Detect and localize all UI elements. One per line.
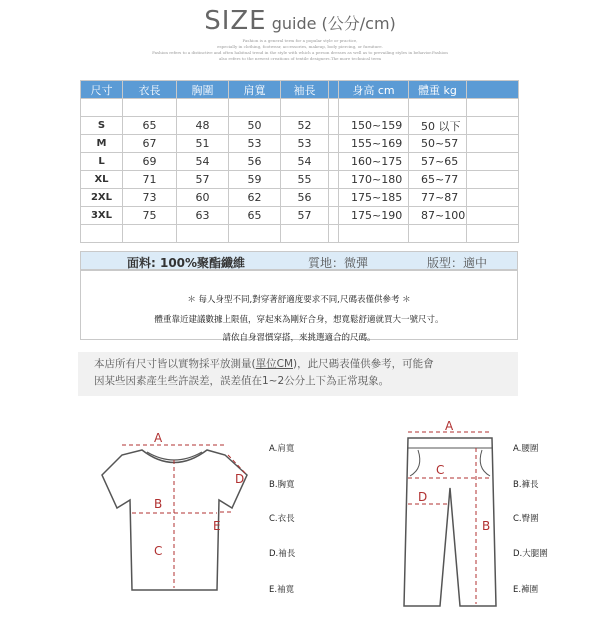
fit-label: 版型：適中: [427, 256, 488, 270]
table-cell: [467, 135, 519, 153]
table-cell: 65~77: [409, 171, 467, 189]
shirt-legend-c: C.衣長: [269, 514, 295, 524]
table-cell: [329, 117, 339, 135]
table-cell: [339, 99, 409, 117]
fine-line: Fashion is a general term for a popular style or practice,: [242, 38, 358, 43]
pants-legend-b: B.褲長: [513, 480, 539, 490]
disclaimer-line-2: 因某些因素產生些許誤差，誤差值在1~2公分上下為正常現象。: [94, 375, 390, 387]
table-cell: [467, 99, 519, 117]
pants-letter-c: C: [436, 463, 445, 477]
table-cell: 3XL: [81, 207, 123, 225]
table-cell: 52: [281, 117, 329, 135]
table-cell: 77~87: [409, 189, 467, 207]
table-cell: 48: [177, 117, 229, 135]
table-cell: [329, 99, 339, 117]
table-cell: [123, 99, 177, 117]
table-cell: S: [81, 117, 123, 135]
table-cell: L: [81, 153, 123, 171]
table-cell: [467, 153, 519, 171]
table-row: [81, 153, 519, 171]
table-cell: [177, 225, 229, 243]
fabric-label: 面料: 100%聚酯纖維: [127, 256, 246, 270]
table-header-cell: [467, 81, 519, 99]
table-cell: [467, 225, 519, 243]
table-body: [81, 99, 519, 243]
table-cell: 65: [229, 207, 281, 225]
table-cell: 57: [177, 171, 229, 189]
size-table-container: [80, 80, 518, 243]
table-cell: 57: [281, 207, 329, 225]
shirt-letter-a: A: [154, 431, 163, 445]
fine-line: especially in clothing, footwear, accessories, makeup, body piercing, or furniture.: [217, 44, 383, 49]
table-cell: [229, 99, 281, 117]
shirt-legend-a: A.肩寬: [269, 444, 295, 454]
note-line: 體重靠近建議數據上限值，穿起來為剛好合身，想寬鬆舒適就買大一號尺寸。: [154, 315, 444, 325]
table-header-cell: 胸圍: [177, 81, 229, 99]
table-cell: [81, 225, 123, 243]
table-cell: [329, 171, 339, 189]
table-row: [81, 225, 519, 243]
table-header-row: [81, 81, 519, 99]
disclaimer-text: )，此尺碼表僅供參考，可能會: [293, 358, 434, 370]
table-cell: [329, 225, 339, 243]
table-cell: 55: [281, 171, 329, 189]
pants-letter-d: D: [418, 490, 428, 504]
table-cell: 2XL: [81, 189, 123, 207]
table-cell: [329, 207, 339, 225]
disclaimer-unit: 單位CM: [255, 358, 294, 370]
fabric-row: [80, 251, 518, 270]
table-cell: 59: [229, 171, 281, 189]
pants-legend-e: E.褲圍: [513, 585, 539, 595]
shirt-letter-d: D: [235, 472, 245, 486]
pants-diagram: [400, 418, 500, 613]
title-size: SIZE: [204, 6, 267, 36]
table-cell: 53: [229, 135, 281, 153]
pants-letter-b: B: [482, 519, 491, 533]
size-table: [80, 80, 519, 243]
fine-line: also refers to the newest creations of textile designers.The more technical term: [219, 56, 381, 61]
table-cell: 56: [281, 189, 329, 207]
table-header-cell: [329, 81, 339, 99]
table-row: [81, 171, 519, 189]
table-cell: 75: [123, 207, 177, 225]
table-header-cell: 衣長: [123, 81, 177, 99]
table-header-cell: 體重 kg: [409, 81, 467, 99]
table-cell: [329, 135, 339, 153]
table-header-cell: 尺寸: [81, 81, 123, 99]
table-cell: [177, 99, 229, 117]
table-cell: 50 以下: [409, 117, 467, 135]
table-cell: 56: [229, 153, 281, 171]
table-cell: 63: [177, 207, 229, 225]
shirt-legend-b: B.胸寬: [269, 480, 295, 490]
fine-line: Fashion refers to a distinctive and often habitual trend in the style with which a person dresses as well as to prevailing styles in behavior.Fashion: [152, 50, 448, 55]
table-cell: 73: [123, 189, 177, 207]
page-title: [0, 6, 600, 36]
table-cell: 175~185: [339, 189, 409, 207]
table-cell: [281, 225, 329, 243]
table-cell: 50: [229, 117, 281, 135]
table-cell: M: [81, 135, 123, 153]
table-cell: [81, 99, 123, 117]
table-cell: [409, 99, 467, 117]
table-cell: XL: [81, 171, 123, 189]
note-line: ＊ 每人身型不同,對穿著舒適度要求不同,尺碼表僅供參考 ＊: [187, 295, 411, 305]
table-row: [81, 189, 519, 207]
shirt-legend-d: D.袖長: [269, 549, 296, 559]
pants-letter-a: A: [445, 419, 454, 433]
table-cell: 150~159: [339, 117, 409, 135]
table-cell: [329, 189, 339, 207]
table-cell: 71: [123, 171, 177, 189]
table-cell: 54: [177, 153, 229, 171]
table-cell: [467, 171, 519, 189]
notes-box: [80, 270, 518, 343]
table-cell: 65: [123, 117, 177, 135]
table-cell: [123, 225, 177, 243]
measurement-disclaimer: [78, 352, 518, 396]
table-cell: 54: [281, 153, 329, 171]
note-line: 請依自身習慣穿搭，來挑選適合的尺碼。: [222, 333, 376, 343]
table-cell: [339, 225, 409, 243]
table-row: [81, 135, 519, 153]
table-cell: 50~57: [409, 135, 467, 153]
disclaimer-line-1: [94, 356, 502, 373]
shirt-legend-e: E.袖寬: [269, 585, 295, 595]
pants-legend-c: C.臀圍: [513, 514, 539, 524]
table-header-cell: 袖長: [281, 81, 329, 99]
table-cell: 67: [123, 135, 177, 153]
table-cell: [467, 189, 519, 207]
table-cell: 53: [281, 135, 329, 153]
table-cell: [467, 117, 519, 135]
table-cell: 170~180: [339, 171, 409, 189]
table-cell: 51: [177, 135, 229, 153]
pants-legend-d: D.大腿圍: [513, 549, 548, 559]
table-cell: 57~65: [409, 153, 467, 171]
table-header-cell: 肩寬: [229, 81, 281, 99]
table-cell: 155~169: [339, 135, 409, 153]
shirt-letter-b: B: [154, 497, 163, 511]
table-cell: 160~175: [339, 153, 409, 171]
table-cell: 60: [177, 189, 229, 207]
table-cell: 175~190: [339, 207, 409, 225]
shirt-letter-e: E: [213, 519, 221, 533]
table-cell: [229, 225, 281, 243]
disclaimer-text: 本店所有尺寸皆以實物採平放測量(: [94, 358, 256, 370]
table-row: [81, 99, 519, 117]
pants-legend-a: A.腰圍: [513, 444, 539, 454]
table-cell: [467, 207, 519, 225]
title-guide: guide (公分/cm): [271, 14, 396, 33]
table-row: [81, 207, 519, 225]
table-header-cell: 身高 cm: [339, 81, 409, 99]
tshirt-diagram: [92, 430, 252, 605]
table-cell: [329, 153, 339, 171]
table-row: [81, 117, 519, 135]
table-cell: 62: [229, 189, 281, 207]
table-cell: [409, 225, 467, 243]
table-cell: [281, 99, 329, 117]
texture-label: 質地：微彈: [308, 256, 369, 270]
table-cell: 87~100: [409, 207, 467, 225]
shirt-letter-c: C: [154, 544, 163, 558]
table-cell: 69: [123, 153, 177, 171]
fashion-fine-print: [0, 38, 600, 62]
